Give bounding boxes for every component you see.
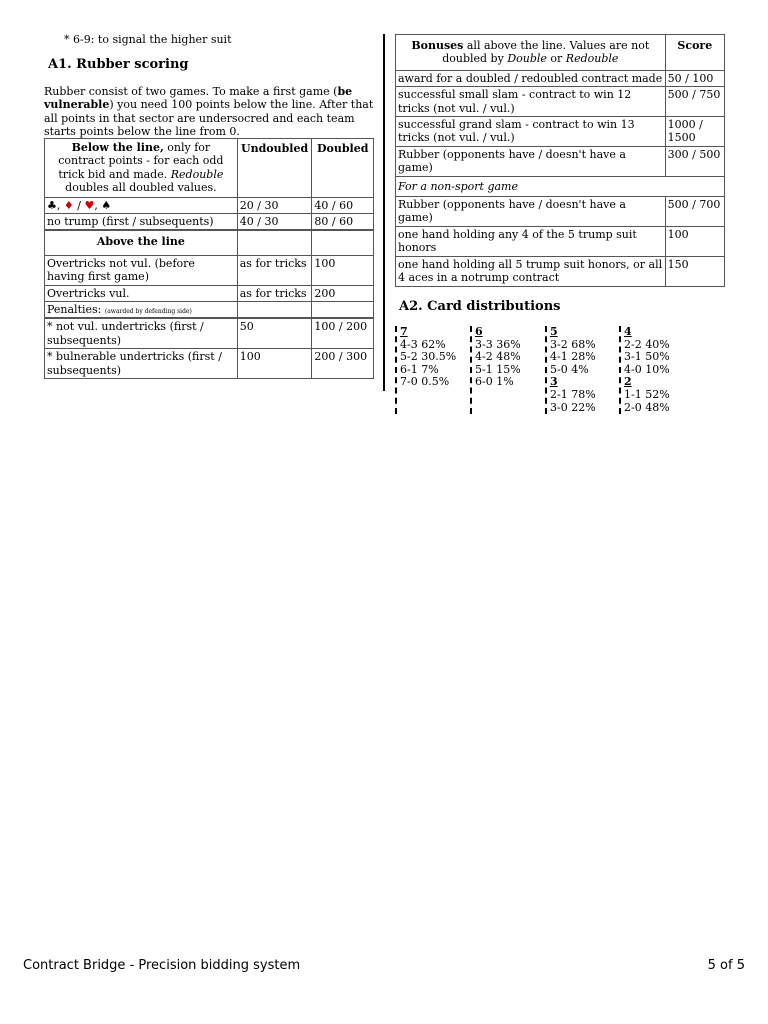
suits-undoubled: 20 / 30 — [237, 197, 312, 213]
bonuses-table — [395, 34, 725, 287]
list-item: 6-1 7% — [400, 362, 439, 376]
list-item: 3-3 36% — [475, 337, 521, 351]
table-row: * not vul. undertricks (first / subsequents) 50 100 / 200 — [45, 318, 374, 348]
intro-text-2: ) you need 100 points below the line. After that all points in that sector are undersocred and each team starts points below the line from 0. — [44, 98, 374, 138]
table-row: one hand holding all 5 trump suit honors, or all 4 aces in a notrump contract 150 — [396, 256, 725, 286]
table-row: Rubber (opponents have / doesn't have a game) 500 / 700 — [396, 197, 725, 227]
list-item: 5-1 15% — [475, 362, 521, 376]
card-distributions — [395, 326, 725, 414]
list-item: 4-2 48% — [475, 350, 521, 364]
list-item: 5-0 4% — [550, 362, 589, 376]
undoubled-header: Undoubled — [237, 139, 312, 198]
left-column — [44, 33, 374, 379]
right-column — [395, 34, 725, 414]
dist-column-5: 5 3-2 68% 4-1 28% 5-0 4% 3 2-1 78% 3-0 22% — [545, 326, 619, 414]
section-a1-title: A1. Rubber scoring — [48, 57, 189, 73]
dist-column-6: 6 3-3 36% 4-2 48% 5-1 15% 6-0 1% — [470, 326, 545, 414]
score-header: Score — [665, 35, 724, 71]
page-footer — [23, 958, 745, 974]
table-row — [45, 197, 374, 213]
document-title: Contract Bridge - Precision bidding system — [23, 958, 301, 973]
above-line-header-row — [45, 230, 374, 255]
table-row: one hand holding any 4 of the 5 trump suit honors 100 — [396, 226, 725, 256]
rubber-intro — [44, 85, 374, 138]
list-item: 1-1 52% — [624, 388, 670, 402]
table-row: Overtricks not vul. (before having first game) as for tricks 100 — [45, 255, 374, 285]
page-number: 5 of 5 — [707, 958, 745, 973]
signal-note: * 6-9: to signal the higher suit — [64, 33, 232, 46]
table-row: no trump (first / subsequents) 40 / 30 80 / 60 — [45, 214, 374, 231]
intro-text-1: Rubber consist of two games. To make a first game ( — [44, 85, 338, 99]
intro-bold: be vulnerable — [44, 85, 353, 112]
list-item: 2-2 40% — [624, 337, 670, 351]
table-row: successful grand slam - contract to win 13 tricks (not vul. / vul.) 1000 / 1500 — [396, 117, 725, 147]
heart-icon: ♥ — [84, 198, 95, 212]
table-row: successful small slam - contract to win 12 tricks (not vul. / vul.) 500 / 750 — [396, 87, 725, 117]
doubled-header: Doubled — [312, 139, 374, 198]
list-item: 6-0 1% — [475, 375, 514, 389]
bonuses-header-row — [396, 35, 725, 71]
list-item: 2-1 78% — [550, 388, 596, 402]
penalties-label: Penalties: (awarded by defending side) — [45, 302, 238, 319]
table-header-row — [45, 139, 374, 198]
diamond-icon: ♦ — [63, 198, 74, 212]
suits-doubled: 40 / 60 — [312, 197, 374, 213]
nonsport-label: For a non-sport game — [396, 176, 725, 196]
below-line-header: Below the line, only for contract points - for each odd trick bid and made. Redouble doubles all doubled values. — [45, 139, 238, 198]
rubber-scoring-table — [44, 138, 374, 379]
list-item: 5-2 30.5% — [400, 350, 457, 364]
list-item: 7-0 0.5% — [400, 375, 450, 389]
suits-cell: ♣, ♦ / ♥, ♠ — [45, 197, 238, 213]
list-item: 2-0 48% — [624, 400, 670, 414]
list-item: 3-1 50% — [624, 350, 670, 364]
section-a2-title: A2. Card distributions — [399, 298, 561, 314]
nonsport-row — [396, 176, 725, 196]
list-item: 4-0 10% — [624, 362, 670, 376]
bonuses-header: Bonuses all above the line. Values are not doubled by Double or Redouble — [396, 35, 666, 71]
table-row: award for a doubled / redoubled contract made 50 / 100 — [396, 70, 725, 86]
spade-icon: ♠ — [101, 198, 112, 212]
list-item: 4-1 28% — [550, 350, 596, 364]
club-icon: ♣ — [47, 198, 57, 212]
list-item: 3-0 22% — [550, 400, 596, 414]
list-item: 4-3 62% — [400, 337, 446, 351]
penalties-row — [45, 302, 374, 319]
above-line-header: Above the line — [45, 230, 238, 255]
column-divider — [383, 34, 385, 391]
table-row: Overtricks vul. as for tricks 200 — [45, 285, 374, 301]
table-row: * bulnerable undertricks (first / subsequents) 100 200 / 300 — [45, 349, 374, 379]
table-row: Rubber (opponents have / doesn't have a game) 300 / 500 — [396, 146, 725, 176]
dist-column-4: 4 2-2 40% 3-1 50% 4-0 10% 2 1-1 52% 2-0 48% — [619, 326, 694, 414]
list-item: 3-2 68% — [550, 337, 596, 351]
dist-column-7: 7 4-3 62% 5-2 30.5% 6-1 7% 7-0 0.5% — [395, 326, 470, 414]
